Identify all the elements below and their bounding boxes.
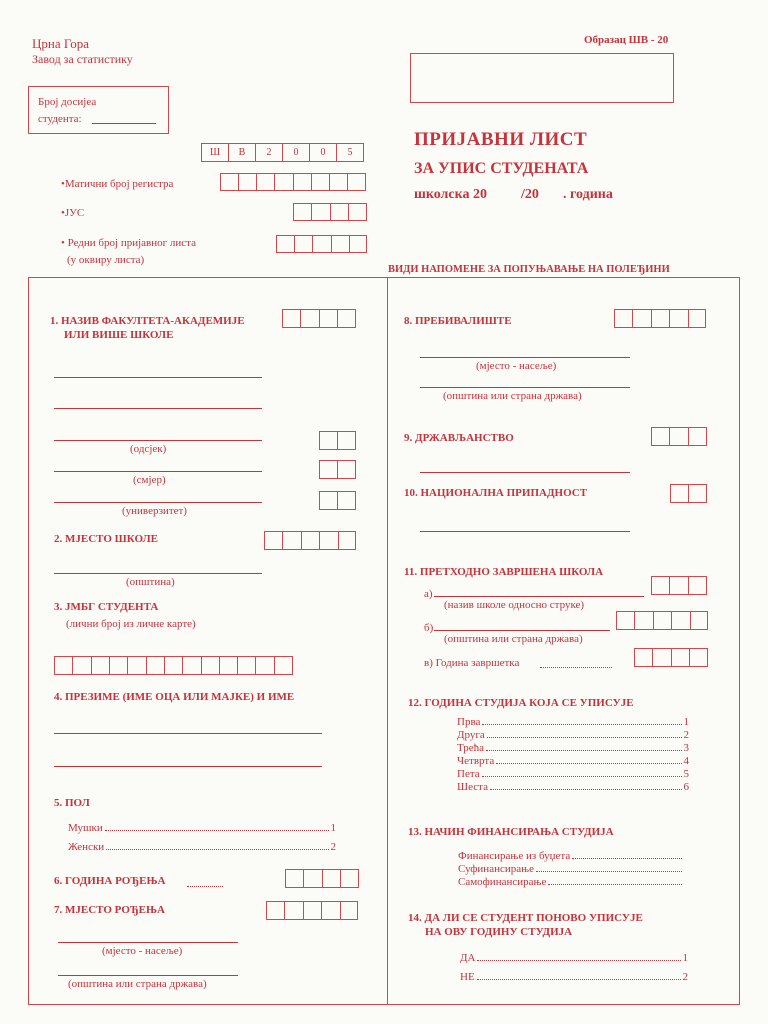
section-3-title: 3. ЈМБГ СТУДЕНТА: [54, 601, 159, 613]
dotted-leader: [490, 789, 682, 790]
option-label: НЕ: [460, 971, 475, 983]
instructions-notice: ВИДИ НАПОМЕНЕ ЗА ПОПУЊАВАЊЕ НА ПОЛЕЂИНИ: [388, 264, 670, 275]
section-5-title: 5. ПОЛ: [54, 797, 90, 809]
option-code: 6: [683, 781, 689, 793]
option-code: 5: [683, 768, 689, 780]
option-row[interactable]: [458, 875, 684, 888]
graduation-year-label: в) Година завршетка: [424, 657, 520, 669]
column-divider: [387, 277, 388, 1005]
option-code: 2: [330, 841, 336, 853]
section-2-title: 2. МЈЕСТО ШКОЛЕ: [54, 533, 158, 545]
birth-place-cells[interactable]: [266, 901, 358, 920]
section-6-title: 6. ГОДИНА РОЂЕЊА: [54, 875, 166, 887]
form-code-cell: 0: [309, 144, 336, 161]
serial-number-label: • Редни број пријавног листа: [61, 237, 196, 249]
previous-school-b-label: б): [424, 622, 434, 634]
birth-year-cells[interactable]: [285, 869, 359, 888]
dotted-leader: [106, 849, 328, 850]
option-label: ДА: [460, 952, 476, 964]
dotted-leader: [572, 858, 682, 859]
jmbg-cells[interactable]: [54, 656, 293, 675]
funding-options: [458, 849, 684, 888]
register-number-label: •Матични број регистра: [61, 178, 174, 190]
option-label: Прва: [457, 716, 481, 728]
school-year-suffix: . година: [563, 187, 613, 202]
option-row[interactable]: [457, 754, 689, 767]
school-place-cells[interactable]: [264, 531, 356, 550]
dotted-leader: [487, 737, 682, 738]
option-label: Финансирање из буџета: [458, 850, 571, 862]
option-row[interactable]: [460, 964, 688, 983]
jus-cells[interactable]: [293, 203, 367, 221]
section-14-title-2: НА ОВУ ГОДИНУ СТУДИЈА: [425, 926, 573, 938]
reenroll-options: [460, 945, 688, 983]
main-form-frame: [28, 277, 740, 1005]
dossier-box: [28, 86, 169, 134]
residence-cells[interactable]: [614, 309, 706, 328]
section-3-subtitle: (лични број из личне карте): [66, 618, 196, 630]
serial-number-sub: (у оквиру листа): [67, 254, 145, 266]
residence-municipality-label: (општина или страна држава): [443, 390, 582, 402]
study-year-options: [457, 715, 689, 793]
dossier-number-line[interactable]: [92, 123, 156, 124]
option-label: Друга: [457, 729, 485, 741]
option-code: 1: [683, 716, 689, 728]
form-code-cell: В: [228, 144, 255, 161]
country-name: Црна Гора: [32, 36, 90, 51]
option-row[interactable]: [457, 780, 689, 793]
birth-municipality-line[interactable]: [58, 975, 238, 976]
section-1-title: 1. НАЗИВ ФАКУЛТЕТА-АКАДЕМИЈЕ: [50, 315, 245, 327]
previous-school-name-sub: (назив школе односно струке): [444, 599, 585, 611]
option-label: Шеста: [457, 781, 488, 793]
graduation-year-cells[interactable]: [634, 648, 708, 667]
option-label: Женски: [68, 841, 105, 853]
institute-name: Завод за статистику: [32, 52, 133, 66]
option-row[interactable]: [460, 945, 688, 964]
option-row[interactable]: [457, 741, 689, 754]
form-code-cell: 0: [282, 144, 309, 161]
option-row[interactable]: [458, 849, 684, 862]
dotted-leader: [482, 724, 681, 725]
form-code-cells: [201, 143, 364, 162]
form-code: Образац ШВ - 20: [584, 34, 669, 46]
university-label: (универзитет): [122, 505, 187, 517]
university-cells[interactable]: [319, 491, 356, 510]
dotted-leader: [536, 871, 682, 872]
section-10-title: 10. НАЦИОНАЛНА ПРИПАДНОСТ: [404, 487, 588, 499]
form-code-cell: 2: [255, 144, 282, 161]
dotted-leader: [482, 776, 682, 777]
school-municipality-label: (општина): [126, 576, 175, 588]
major-label: (смјер): [133, 474, 166, 486]
nationality-cells[interactable]: [670, 484, 707, 503]
dotted-leader: [496, 763, 681, 764]
serial-number-cells[interactable]: [276, 235, 367, 253]
school-year-middle: /20: [521, 187, 539, 202]
option-code: 4: [683, 755, 689, 767]
dotted-leader: [105, 830, 329, 831]
residence-municipality-line[interactable]: [420, 387, 630, 388]
option-row[interactable]: [68, 834, 336, 853]
option-label: Самофинансирање: [458, 876, 547, 888]
form-code-cell: Ш: [209, 147, 221, 158]
citizenship-line[interactable]: [420, 472, 630, 473]
option-row[interactable]: [68, 815, 336, 834]
section-13-title: 13. НАЧИН ФИНАНСИРАЊА СТУДИЈА: [408, 826, 614, 838]
faculty-name-line-1[interactable]: [54, 377, 262, 378]
department-cells[interactable]: [319, 431, 356, 450]
university-line[interactable]: [54, 502, 262, 503]
section-14-title: 14. ДА ЛИ СЕ СТУДЕНТ ПОНОВО УПИСУЈЕ: [408, 912, 643, 924]
full-name-line-1[interactable]: [54, 733, 322, 734]
section-9-title: 9. ДРЖАВЉАНСТВО: [404, 432, 514, 444]
option-code: 2: [683, 729, 689, 741]
nationality-line[interactable]: [420, 531, 630, 532]
option-row[interactable]: [457, 767, 689, 780]
major-line[interactable]: [54, 471, 262, 472]
school-place-line[interactable]: [54, 573, 262, 574]
school-year-prefix: школска 20: [414, 187, 487, 202]
section-1-title-2: ИЛИ ВИШЕ ШКОЛЕ: [64, 329, 174, 341]
department-line[interactable]: [54, 440, 262, 441]
option-label: Четврта: [457, 755, 495, 767]
section-11-title: 11. ПРЕТХОДНО ЗАВРШЕНА ШКОЛА: [404, 566, 604, 578]
previous-school-a-label: а): [424, 588, 433, 600]
section-7-title: 7. МЈЕСТО РОЂЕЊА: [54, 904, 165, 916]
option-code: 2: [682, 971, 688, 983]
previous-school-name-line[interactable]: [434, 596, 644, 597]
option-code: 1: [682, 952, 688, 964]
option-row[interactable]: [457, 728, 689, 741]
dotted-leader: [477, 960, 680, 961]
jus-label: •ЈУС: [61, 207, 85, 219]
graduation-year-dots: [540, 657, 612, 668]
option-code: 1: [330, 822, 336, 834]
dossier-label: Број досијеа: [38, 96, 97, 108]
form-code-cell: 5: [336, 144, 363, 161]
option-row[interactable]: [458, 862, 684, 875]
dossier-label-2: студента:: [38, 113, 82, 125]
birth-place-settlement-label: (мјесто - насеље): [102, 945, 183, 957]
birth-municipality-label: (општина или страна држава): [68, 978, 207, 990]
previous-school-municipality-cells[interactable]: [616, 611, 708, 630]
residence-settlement-label: (мјесто - насеље): [476, 360, 557, 372]
citizenship-cells[interactable]: [651, 427, 707, 446]
dotted-leader: [548, 884, 682, 885]
option-label: Пета: [457, 768, 480, 780]
option-code: 3: [683, 742, 689, 754]
birth-year-dots: [187, 876, 223, 887]
option-label: Трећа: [457, 742, 485, 754]
form-subtitle: ЗА УПИС СТУДЕНАТА: [414, 160, 589, 177]
section-4-title: 4. ПРЕЗИМЕ (ИМЕ ОЦА ИЛИ МАЈКЕ) И ИМЕ: [54, 691, 295, 703]
form-title: ПРИЈАВНИ ЛИСТ: [414, 129, 588, 150]
gender-options: [68, 815, 336, 853]
previous-school-municipality-line[interactable]: [434, 630, 610, 631]
previous-school-cells[interactable]: [651, 576, 707, 595]
residence-settlement-line[interactable]: [420, 357, 630, 358]
previous-school-municipality-sub: (општина или страна држава): [444, 633, 583, 645]
office-use-box: [410, 53, 674, 103]
section-12-title: 12. ГОДИНА СТУДИЈА КОЈА СЕ УПИСУЈЕ: [408, 697, 634, 709]
section-8-title: 8. ПРЕБИВАЛИШТЕ: [404, 315, 512, 327]
dotted-leader: [486, 750, 681, 751]
major-cells[interactable]: [319, 460, 356, 479]
option-label: Мушки: [68, 822, 103, 834]
birth-place-line[interactable]: [58, 942, 238, 943]
faculty-code-cells[interactable]: [282, 309, 356, 328]
dotted-leader: [477, 979, 681, 980]
department-label: (одсјек): [130, 443, 167, 455]
option-label: Суфинансирање: [458, 863, 534, 875]
option-row[interactable]: [457, 715, 689, 728]
faculty-name-line-2[interactable]: [54, 408, 262, 409]
full-name-line-2[interactable]: [54, 766, 322, 767]
register-number-cells[interactable]: [220, 173, 366, 191]
